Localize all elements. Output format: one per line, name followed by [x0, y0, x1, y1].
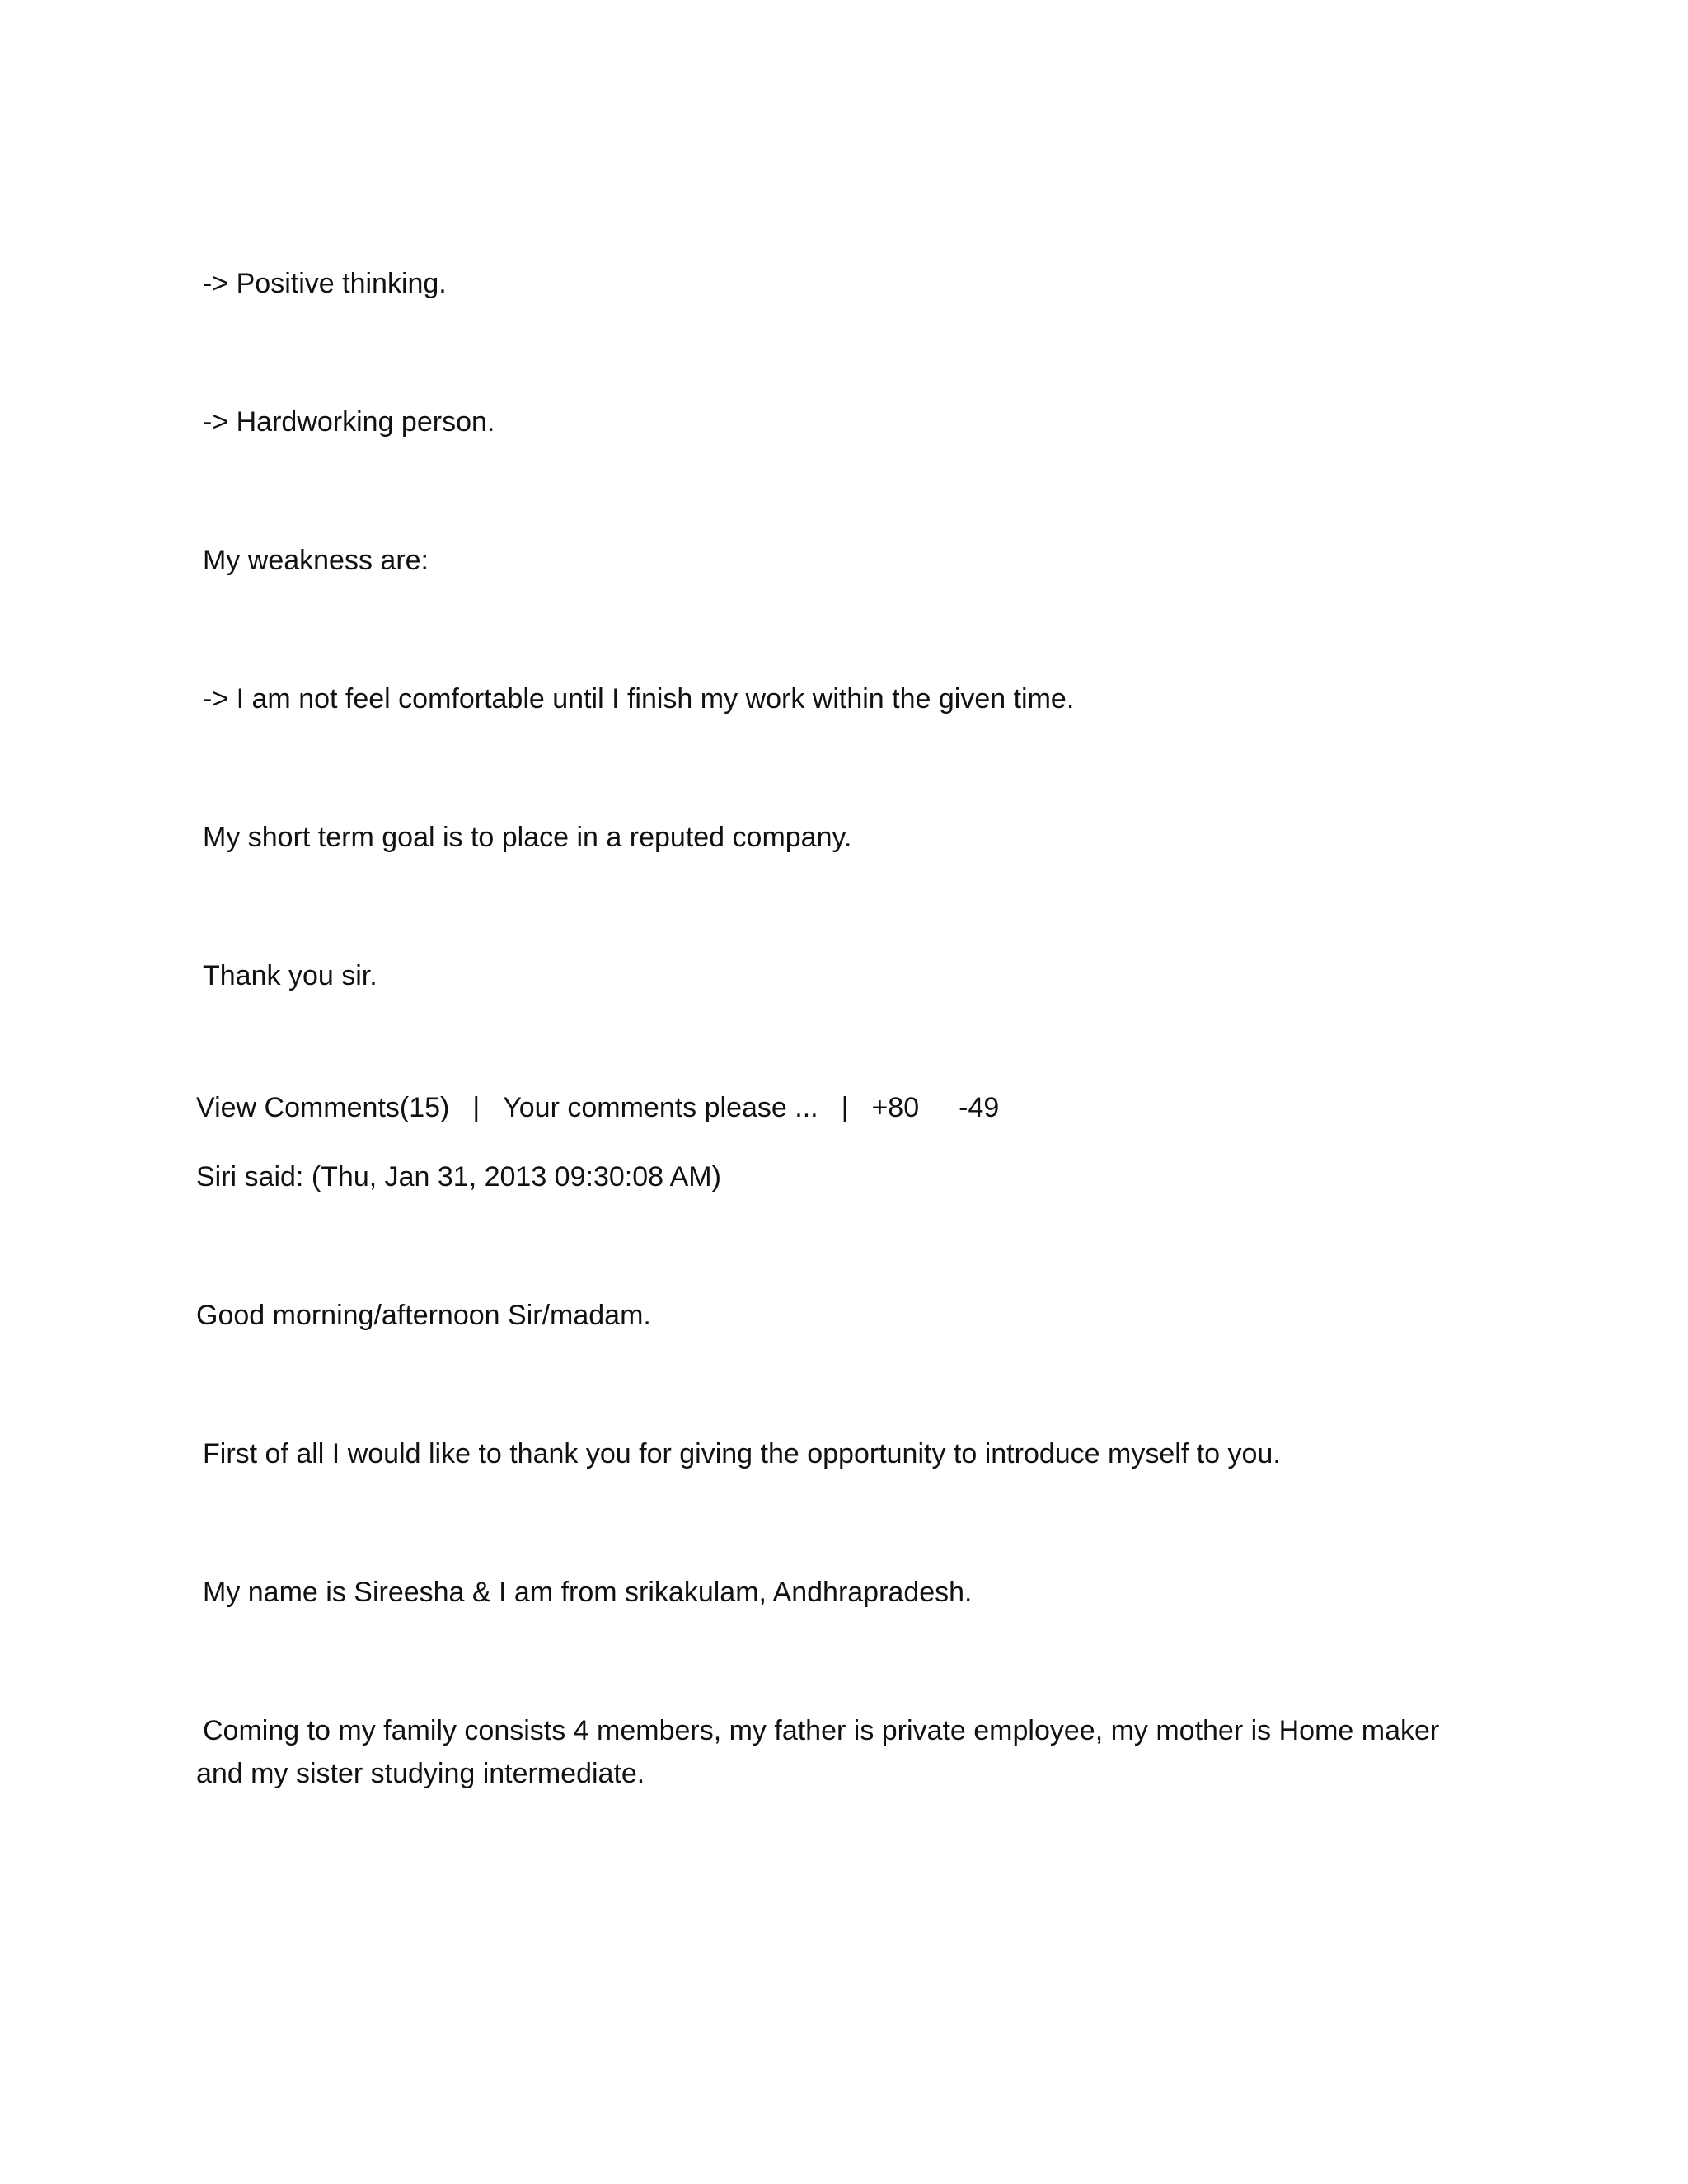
view-comments-link[interactable]: View Comments(15) — [196, 1092, 450, 1123]
comment-paragraph-name: My name is Sireesha & I am from srikakulam, Andhrapradesh. — [203, 1577, 973, 1608]
weakness-heading: My weakness are: — [203, 545, 429, 576]
separator: | — [841, 1092, 849, 1123]
strength-item-hardworking: -> Hardworking person. — [203, 406, 495, 438]
comment-paragraph-family: Coming to my family consists 4 members, my father is private employee, my mother is Home maker and my sister studying intermediate. — [196, 1715, 1440, 1789]
downvote-count[interactable]: -49 — [959, 1092, 1000, 1123]
separator: | — [472, 1092, 481, 1123]
upvote-count[interactable]: +80 — [871, 1092, 920, 1123]
comment-author-line: Siri said: (Thu, Jan 31, 2013 09:30:08 AM) — [196, 1161, 721, 1193]
comment-paragraph-intro: First of all I would like to thank you for giving the opportunity to introduce myself to you. — [203, 1438, 1281, 1469]
your-comments-link[interactable]: Your comments please ... — [503, 1092, 818, 1123]
short-term-goal: My short term goal is to place in a reputed company. — [203, 822, 852, 853]
comment-greeting: Good morning/afternoon Sir/madam. — [196, 1300, 651, 1331]
weakness-item: -> I am not feel comfortable until I finish my work within the given time. — [203, 683, 1075, 715]
comment-action-bar — [196, 1086, 999, 1129]
closing-line: Thank you sir. — [203, 960, 377, 991]
strength-item-positive-thinking: -> Positive thinking. — [203, 268, 447, 299]
